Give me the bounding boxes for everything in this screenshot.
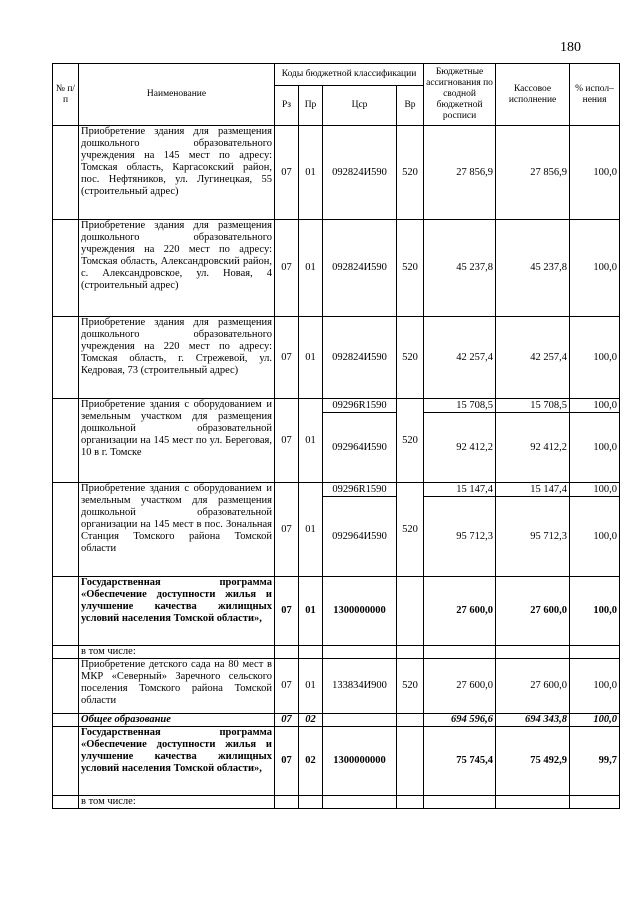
row-number bbox=[53, 727, 79, 796]
row-budget: 15 147,4 bbox=[424, 483, 496, 497]
header-codes-group: Коды бюджетной классификации bbox=[275, 64, 424, 86]
row-csr: 092964И590 bbox=[323, 413, 397, 483]
header-cash: Кассовое исполнение bbox=[496, 64, 570, 126]
row-pr: 01 bbox=[299, 220, 323, 317]
row-rz: 07 bbox=[275, 727, 299, 796]
row-budget: 45 237,8 bbox=[424, 220, 496, 317]
table-row bbox=[53, 796, 620, 809]
row-csr: 1300000000 bbox=[323, 727, 397, 796]
row-name: в том числе: bbox=[79, 646, 275, 659]
row-name: Приобретение здания с оборудованием и земельным участком для размещения дошкольной образовательной организации на 145 мест по ул. Береговая, 10 в г. Томске bbox=[79, 399, 275, 483]
header-number: № п/п bbox=[53, 64, 79, 126]
table-row bbox=[53, 220, 620, 317]
row-csr: 1300000000 bbox=[323, 577, 397, 646]
row-pr: 02 bbox=[299, 714, 323, 727]
row-name: в том числе: bbox=[79, 796, 275, 809]
header-csr: Цср bbox=[323, 86, 397, 126]
row-number bbox=[53, 577, 79, 646]
row-vr: 520 bbox=[397, 483, 424, 577]
row-number bbox=[53, 220, 79, 317]
row-number bbox=[53, 399, 79, 483]
row-csr: 092824И590 bbox=[323, 126, 397, 220]
row-cash: 15 708,5 bbox=[496, 399, 570, 413]
row-number bbox=[53, 659, 79, 714]
row-vr: 520 bbox=[397, 126, 424, 220]
budget-execution-table bbox=[52, 63, 620, 809]
row-number bbox=[53, 126, 79, 220]
row-vr: 520 bbox=[397, 659, 424, 714]
table-row bbox=[53, 727, 620, 796]
row-pr: 01 bbox=[299, 399, 323, 483]
header-percent: % испол–нения bbox=[570, 64, 620, 126]
header-name: Наименование bbox=[79, 64, 275, 126]
row-vr: 520 bbox=[397, 220, 424, 317]
row-budget: 42 257,4 bbox=[424, 317, 496, 399]
table-row bbox=[53, 659, 620, 714]
row-percent: 100,0 bbox=[570, 126, 620, 220]
row-budget: 27 600,0 bbox=[424, 659, 496, 714]
row-percent: 100,0 bbox=[570, 577, 620, 646]
header-pr: Пр bbox=[299, 86, 323, 126]
row-cash: 27 856,9 bbox=[496, 126, 570, 220]
row-cash: 92 412,2 bbox=[496, 413, 570, 483]
row-budget: 27 856,9 bbox=[424, 126, 496, 220]
table-row bbox=[53, 646, 620, 659]
row-rz: 07 bbox=[275, 577, 299, 646]
row-percent: 100,0 bbox=[570, 659, 620, 714]
table-row bbox=[53, 399, 620, 413]
row-vr: 520 bbox=[397, 399, 424, 483]
row-csr: 092824И590 bbox=[323, 317, 397, 399]
row-cash: 27 600,0 bbox=[496, 577, 570, 646]
row-percent: 100,0 bbox=[570, 483, 620, 497]
row-number bbox=[53, 317, 79, 399]
row-number bbox=[53, 646, 79, 659]
row-percent: 100,0 bbox=[570, 317, 620, 399]
row-name: Приобретение детского сада на 80 мест в МКР «Северный» Заречного сельского поселения Томского района Томской области bbox=[79, 659, 275, 714]
row-csr: 09296R1590 bbox=[323, 483, 397, 497]
row-budget: 27 600,0 bbox=[424, 577, 496, 646]
row-rz: 07 bbox=[275, 220, 299, 317]
row-name: Государственная программа «Обеспечение доступности жилья и улучшение качества жилищных условий населения Томской области», bbox=[79, 727, 275, 796]
row-cash: 15 147,4 bbox=[496, 483, 570, 497]
row-pr: 01 bbox=[299, 483, 323, 577]
table-row bbox=[53, 714, 620, 727]
row-pr: 01 bbox=[299, 659, 323, 714]
row-budget: 95 712,3 bbox=[424, 497, 496, 577]
row-number bbox=[53, 483, 79, 577]
row-rz: 07 bbox=[275, 317, 299, 399]
row-pr: 01 bbox=[299, 317, 323, 399]
row-budget: 15 708,5 bbox=[424, 399, 496, 413]
row-cash: 42 257,4 bbox=[496, 317, 570, 399]
row-pr: 02 bbox=[299, 727, 323, 796]
row-vr bbox=[397, 727, 424, 796]
row-percent: 100,0 bbox=[570, 413, 620, 483]
row-cash: 694 343,8 bbox=[496, 714, 570, 727]
row-percent: 99,7 bbox=[570, 727, 620, 796]
row-cash: 75 492,9 bbox=[496, 727, 570, 796]
row-percent: 100,0 bbox=[570, 497, 620, 577]
row-vr bbox=[397, 714, 424, 727]
row-budget: 75 745,4 bbox=[424, 727, 496, 796]
row-csr: 092824И590 bbox=[323, 220, 397, 317]
row-name: Приобретение здания для размещения дошкольного образовательного учреждения на 220 мест по адресу: Томская область, г. Стрежевой, ул. Кедровая, 73 (строительный адрес) bbox=[79, 317, 275, 399]
row-budget: 92 412,2 bbox=[424, 413, 496, 483]
row-percent: 100,0 bbox=[570, 220, 620, 317]
row-csr: 092964И590 bbox=[323, 497, 397, 577]
row-number bbox=[53, 714, 79, 727]
table-row bbox=[53, 317, 620, 399]
row-budget: 694 596,6 bbox=[424, 714, 496, 727]
row-cash: 95 712,3 bbox=[496, 497, 570, 577]
row-csr bbox=[323, 714, 397, 727]
table-row bbox=[53, 126, 620, 220]
row-name: Приобретение здания для размещения дошкольного образовательного учреждения на 145 мест по адресу: Томская область, Каргасокский район, пос. Нефтяников, ул. Лугинецкая, 55 (строительный адрес) bbox=[79, 126, 275, 220]
row-vr: 520 bbox=[397, 317, 424, 399]
header-vr: Вр bbox=[397, 86, 424, 126]
row-percent: 100,0 bbox=[570, 399, 620, 413]
row-pr: 01 bbox=[299, 577, 323, 646]
row-pr: 01 bbox=[299, 126, 323, 220]
row-name: Государственная программа «Обеспечение доступности жилья и улучшение качества жилищных условий населения Томской области», bbox=[79, 577, 275, 646]
table-row bbox=[53, 577, 620, 646]
row-cash: 45 237,8 bbox=[496, 220, 570, 317]
row-rz: 07 bbox=[275, 399, 299, 483]
row-csr: 133834И900 bbox=[323, 659, 397, 714]
row-rz: 07 bbox=[275, 126, 299, 220]
row-rz: 07 bbox=[275, 483, 299, 577]
row-name: Общее образование bbox=[79, 714, 275, 727]
row-name: Приобретение здания для размещения дошкольного образовательного учреждения на 220 мест по адресу: Томская область, Александровский район, с. Александровское, ул. Новая, 4 (строительный адрес) bbox=[79, 220, 275, 317]
page-number: 180 bbox=[560, 40, 581, 55]
row-percent: 100,0 bbox=[570, 714, 620, 727]
header-budget: Бюджетные ассигнования по сводной бюджетной росписи bbox=[424, 64, 496, 126]
header-rz: Рз bbox=[275, 86, 299, 126]
row-cash: 27 600,0 bbox=[496, 659, 570, 714]
row-rz: 07 bbox=[275, 714, 299, 727]
table-row bbox=[53, 483, 620, 497]
row-name: Приобретение здания с оборудованием и земельным участком для размещения дошкольной образовательной организации на 145 мест в пос. Зональная Станция Томского района Томской области bbox=[79, 483, 275, 577]
row-number bbox=[53, 796, 79, 809]
row-rz: 07 bbox=[275, 659, 299, 714]
row-vr bbox=[397, 577, 424, 646]
row-csr: 09296R1590 bbox=[323, 399, 397, 413]
